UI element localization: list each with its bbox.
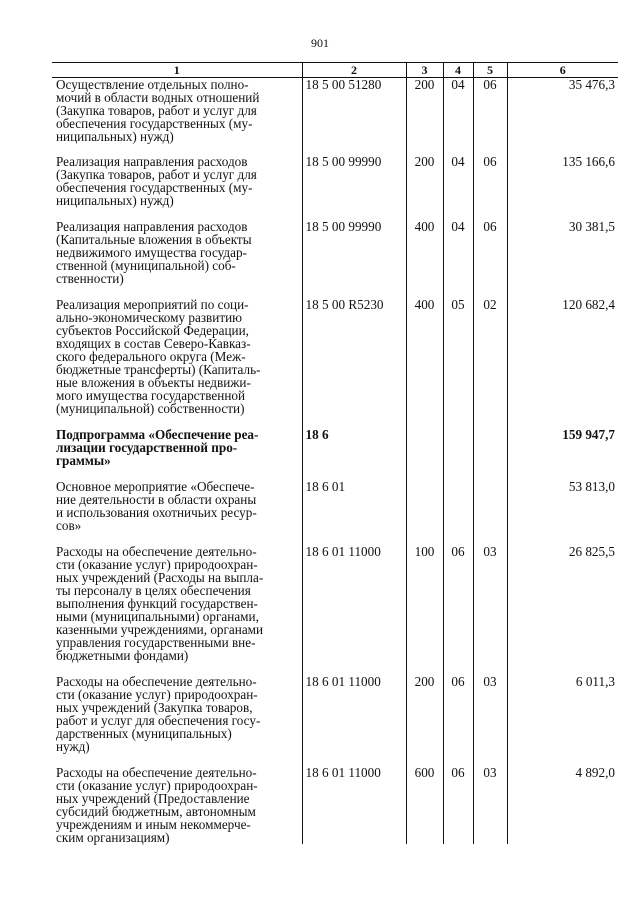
row-amount: 26 825,5 (507, 545, 618, 675)
row-name: Расходы на обеспечение деятельно- сти (оказание услуг) природоохран- ных учреждений (Расходы на выпла- ты персоналу в целях обеспечения выполнения функций государствен- ными (муниципальными) органами, казенными учреждениями, органами управления государственными вне- бюджетными фондами) (56, 544, 264, 663)
row-rz: 05 (443, 298, 473, 428)
row-vr: 200 (406, 78, 443, 156)
row-pr: 03 (473, 545, 507, 675)
row-name: Реализация направления расходов (Капитальные вложения в объекты недвижимого имущества государ- ственной (муниципальной) соб- ственности) (56, 219, 252, 286)
header-row (52, 63, 618, 78)
row-vr: 400 (406, 220, 443, 298)
column-header-pr: 5 (473, 63, 507, 78)
row-pr: 06 (473, 78, 507, 156)
row-rz (443, 480, 473, 545)
row-pr: 03 (473, 675, 507, 766)
page-number: 901 (311, 36, 329, 50)
column-header-code: 2 (302, 63, 406, 78)
row-name: Реализация направления расходов (Закупка товаров, работ и услуг для обеспечения государственных (му- ниципальных) нужд) (56, 154, 257, 208)
row-name: Подпрограмма «Обеспечение реа- лизации государственной про- граммы» (56, 427, 259, 468)
row-rz: 06 (443, 766, 473, 844)
row-pr: 06 (473, 155, 507, 220)
row-rz (443, 428, 473, 480)
row-code: 18 6 (302, 428, 406, 480)
table-row (52, 675, 618, 766)
row-amount: 4 892,0 (507, 766, 618, 844)
table-row (52, 480, 618, 545)
row-code: 18 6 01 11000 (302, 766, 406, 844)
row-name: Расходы на обеспечение деятельно- сти (оказание услуг) природоохран- ных учреждений (Закупка товаров, работ и услуг для обеспечения госу- дарственных (муниципальных) нужд) (56, 674, 261, 754)
row-rz: 04 (443, 78, 473, 156)
column-header-name: 1 (52, 63, 302, 78)
row-code: 18 6 01 11000 (302, 675, 406, 766)
row-vr: 200 (406, 675, 443, 766)
row-name: Расходы на обеспечение деятельно- сти (оказание услуг) природоохран- ных учреждений (Предоставление субсидий бюджетным, автономным учреждениям и иным некоммерче- ским организациям) (56, 765, 258, 845)
row-code: 18 5 00 99990 (302, 220, 406, 298)
table-row (52, 298, 618, 428)
column-header-vr: 3 (406, 63, 443, 78)
row-pr: 03 (473, 766, 507, 844)
table-row (52, 78, 618, 156)
column-header-rz: 4 (443, 63, 473, 78)
table-row (52, 220, 618, 298)
row-vr (406, 480, 443, 545)
row-name: Основное мероприятие «Обеспече- ние деятельности в области охраны и использования охотничьих ресур- сов» (56, 479, 257, 533)
row-vr: 400 (406, 298, 443, 428)
table-body (52, 78, 618, 845)
row-rz: 06 (443, 675, 473, 766)
row-amount: 159 947,7 (507, 428, 618, 480)
row-code: 18 6 01 (302, 480, 406, 545)
row-vr (406, 428, 443, 480)
row-amount: 53 813,0 (507, 480, 618, 545)
row-rz: 04 (443, 155, 473, 220)
row-amount: 135 166,6 (507, 155, 618, 220)
row-code: 18 5 00 51280 (302, 78, 406, 156)
row-name: Реализация мероприятий по соци- ально-экономическому развитию субъектов Российской Федерации, входящих в состав Северо-Кавказ- ского федерального округа (Меж- бюджетные трансферты) (Капиталь- ные вложения в объекты недвижи- мого имущества государственной (муниципальной) собственности) (56, 297, 261, 416)
row-rz: 06 (443, 545, 473, 675)
table-row (52, 155, 618, 220)
budget-table (52, 62, 618, 844)
row-amount: 30 381,5 (507, 220, 618, 298)
row-vr: 600 (406, 766, 443, 844)
row-amount: 35 476,3 (507, 78, 618, 156)
column-header-amount: 6 (507, 63, 618, 78)
row-code: 18 6 01 11000 (302, 545, 406, 675)
table-row (52, 428, 618, 480)
row-pr (473, 480, 507, 545)
row-pr: 02 (473, 298, 507, 428)
row-code: 18 5 00 99990 (302, 155, 406, 220)
row-vr: 100 (406, 545, 443, 675)
table-row (52, 766, 618, 844)
row-amount: 6 011,3 (507, 675, 618, 766)
row-rz: 04 (443, 220, 473, 298)
row-vr: 200 (406, 155, 443, 220)
row-name: Осуществление отдельных полно- мочий в области водных отношений (Закупка товаров, работ и услуг для обеспечения государственных (му- ниципальных) нужд) (56, 77, 260, 144)
row-pr (473, 428, 507, 480)
row-pr: 06 (473, 220, 507, 298)
row-amount: 120 682,4 (507, 298, 618, 428)
row-code: 18 5 00 R5230 (302, 298, 406, 428)
table-row (52, 545, 618, 675)
